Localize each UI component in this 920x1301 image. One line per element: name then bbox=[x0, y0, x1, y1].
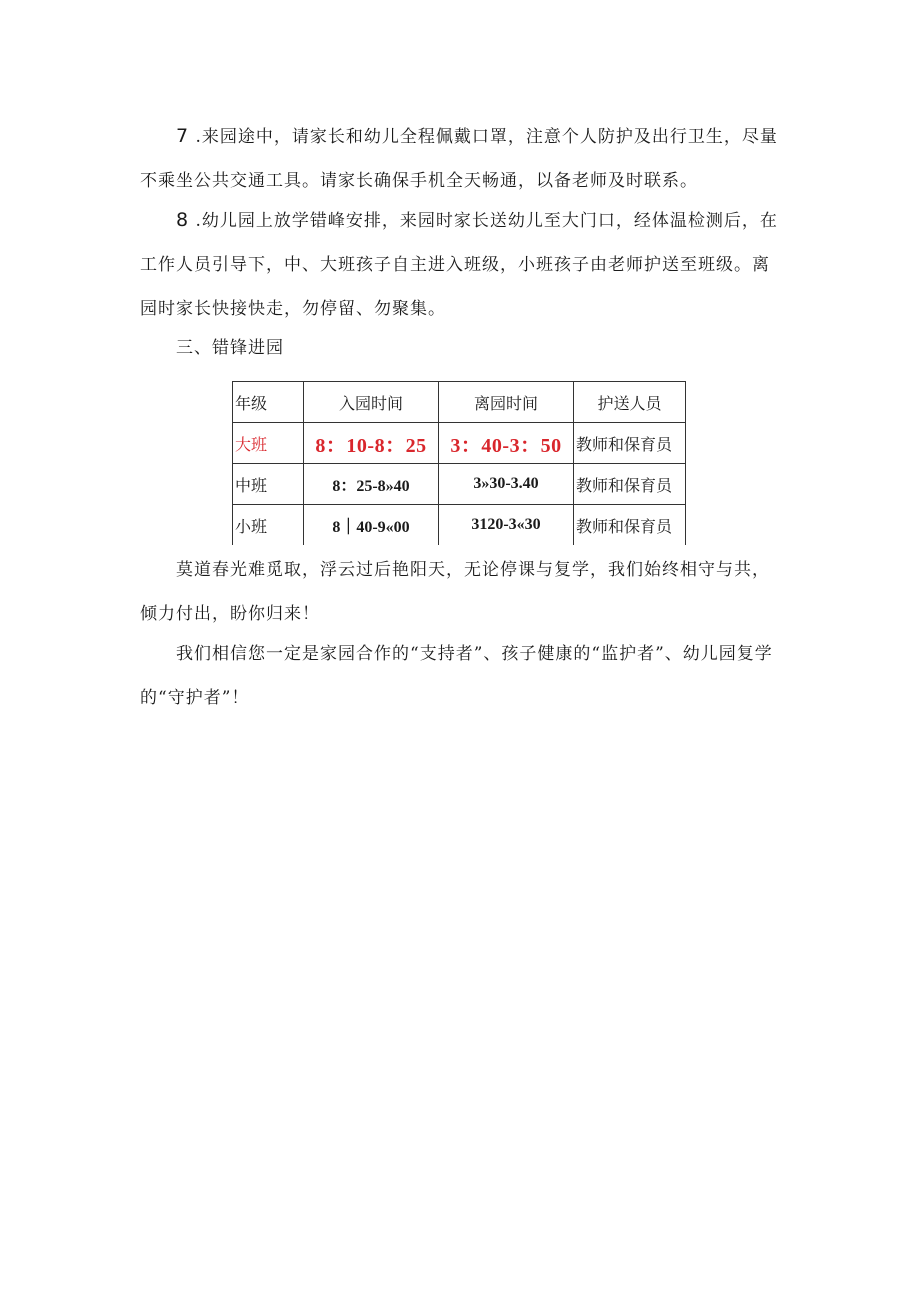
cell-escort: 教师和保育员 bbox=[574, 505, 686, 546]
cell-escort: 教师和保育员 bbox=[574, 464, 686, 505]
table-row bbox=[233, 423, 686, 464]
closing-paragraph: 莫道春光难觅取，浮云过后艳阳天，无论停课与复学，我们始终相守与共，倾力付出，盼你归来！ bbox=[140, 560, 770, 624]
item-number: 7 bbox=[176, 125, 190, 147]
paragraph-text: .来园途中，请家长和幼儿全程佩戴口罩，注意个人防护及出行卫生，尽量不乘坐公共交通工具。请家长确保手机全天畅通，以备老师及时联系。 bbox=[140, 127, 778, 191]
paragraph-item-7 bbox=[140, 114, 780, 203]
header-arrive-time: 入园时间 bbox=[304, 382, 439, 423]
cell-leave-time: 3120-3«30 bbox=[439, 505, 574, 546]
header-escort: 护送人员 bbox=[574, 382, 686, 423]
table-header-row bbox=[233, 382, 686, 423]
cell-arrive-time: 8：10-8：25 bbox=[304, 423, 439, 464]
cell-leave-time: 3»30-3.40 bbox=[439, 464, 574, 505]
header-leave-time: 离园时间 bbox=[439, 382, 574, 423]
paragraph-item-8 bbox=[140, 198, 780, 331]
table-row bbox=[233, 505, 686, 546]
table-row bbox=[233, 464, 686, 505]
cell-grade: 大班 bbox=[233, 423, 304, 464]
cell-grade: 小班 bbox=[233, 505, 304, 546]
item-number: 8 bbox=[176, 209, 190, 231]
schedule-table bbox=[232, 381, 686, 545]
header-grade: 年级 bbox=[233, 382, 304, 423]
cell-leave-time: 3：40-3：50 bbox=[439, 423, 574, 464]
cell-escort: 教师和保育员 bbox=[574, 423, 686, 464]
cell-arrive-time: 8｜40-9«00 bbox=[304, 505, 439, 546]
paragraph-text: .幼儿园上放学错峰安排，来园时家长送幼儿至大门口，经体温检测后，在工作人员引导下，中、大班孩子自主进入班级，小班孩子由老师护送至班级。离园时家长快接快走，勿停留、勿聚集。 bbox=[140, 211, 778, 319]
section-heading: 三、错锋进园 bbox=[176, 338, 284, 358]
closing-paragraph-2: 我们相信您一定是家园合作的“支持者”、孩子健康的“监护者”、幼儿园复学的“守护者”！ bbox=[140, 644, 773, 708]
cell-grade: 中班 bbox=[233, 464, 304, 505]
cell-arrive-time: 8：25-8»40 bbox=[304, 464, 439, 505]
